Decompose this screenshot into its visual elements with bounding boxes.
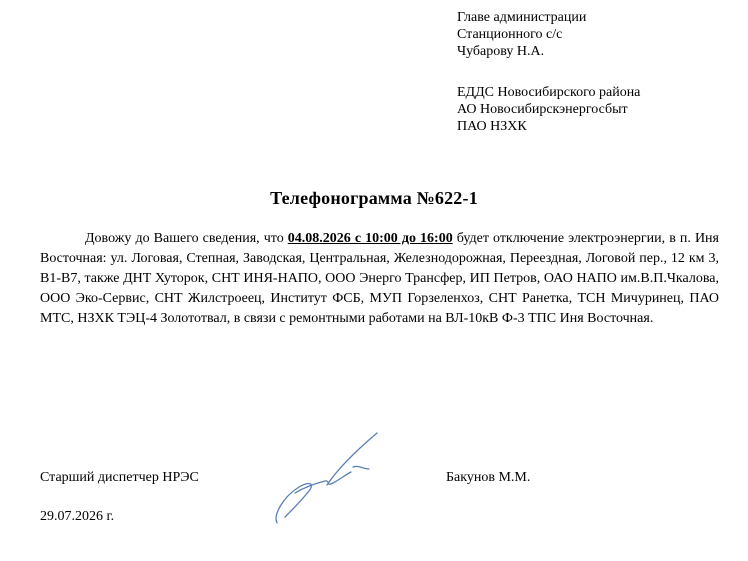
recipient-line: Станционного с/с	[457, 27, 563, 42]
recipient-line: ПАО НЗХК	[457, 119, 527, 134]
signer-name: Бакунов М.М.	[446, 470, 531, 485]
body-text: будет отключение электроэнергии, в п. Иня Восточная: ул. Логовая, Степная, Заводская, Центральная, Железнодорожная, Переездная, Логовой пер., 12 км 3, В1-В7, также ДНТ Хуторок, СНТ ИНЯ-НАПО, ООО Энерго Трансфер, ИП Петров, ОАО НАПО им.В.П.Чкалова, ООО Эко-Сервис, СНТ Жилстроеец, Институт ФСБ, МУП Горзеленхоз, СНТ Ранетка, ТСН Мичуринец, ПАО МТС, НЗХК ТЭЦ-4 Золототвал, в связи с ремонтными работами на ВЛ-10кВ Ф-3 ТПС Иня Восточная.	[40, 231, 719, 326]
recipient-line: Чубарову Н.А.	[457, 44, 545, 59]
signer-position: Старший диспетчер НРЭС	[40, 470, 199, 485]
handwritten-signature	[265, 425, 395, 535]
recipient-line: ЕДДС Новосибирского района	[457, 85, 641, 100]
document-title: Телефонограмма №622-1	[270, 188, 478, 208]
body-intro: Довожу до Вашего сведения, что	[85, 231, 288, 246]
recipients-block-1	[457, 9, 586, 60]
document-body	[40, 229, 719, 329]
outage-datetime: 04.08.2026 с 10:00 до 16:00	[287, 231, 453, 246]
document-date: 29.07.2026 г.	[40, 509, 115, 524]
recipient-line: Главе администрации	[457, 10, 587, 25]
recipients-block-2	[457, 84, 640, 135]
recipient-line: АО Новосибирскэнергосбыт	[457, 102, 628, 117]
